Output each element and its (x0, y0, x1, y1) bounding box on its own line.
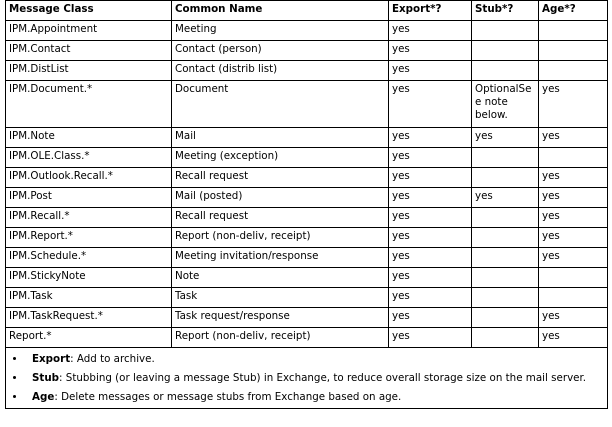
cell-export: yes (389, 41, 472, 61)
cell-common-name: Meeting invitation/response (172, 248, 389, 268)
header-stub: Stub*? (472, 1, 539, 21)
notes-list (9, 352, 604, 404)
cell-age (539, 61, 608, 81)
note-term: Age (32, 391, 55, 403)
cell-message-class: IPM.Contact (6, 41, 172, 61)
table-row (6, 288, 608, 308)
cell-stub (472, 21, 539, 41)
cell-age (539, 41, 608, 61)
table-row (6, 81, 608, 128)
cell-stub (472, 308, 539, 328)
cell-common-name: Task (172, 288, 389, 308)
cell-export: yes (389, 328, 472, 348)
table-row (6, 128, 608, 148)
cell-age (539, 148, 608, 168)
cell-export: yes (389, 308, 472, 328)
cell-export: yes (389, 81, 472, 128)
cell-message-class: IPM.Post (6, 188, 172, 208)
table-row (6, 21, 608, 41)
cell-common-name: Recall request (172, 168, 389, 188)
cell-message-class: IPM.Appointment (6, 21, 172, 41)
cell-common-name: Report (non-deliv, receipt) (172, 328, 389, 348)
cell-age: yes (539, 248, 608, 268)
cell-age: yes (539, 188, 608, 208)
cell-stub (472, 41, 539, 61)
cell-message-class: IPM.DistList (6, 61, 172, 81)
cell-age: yes (539, 81, 608, 128)
cell-export: yes (389, 148, 472, 168)
cell-export: yes (389, 168, 472, 188)
cell-stub (472, 61, 539, 81)
note-item (26, 371, 604, 385)
cell-common-name: Mail (posted) (172, 188, 389, 208)
message-class-table (5, 0, 608, 409)
cell-message-class: IPM.TaskRequest.* (6, 308, 172, 328)
table-row (6, 148, 608, 168)
cell-age: yes (539, 128, 608, 148)
cell-common-name: Contact (person) (172, 41, 389, 61)
cell-message-class: IPM.OLE.Class.* (6, 148, 172, 168)
cell-message-class: IPM.Recall.* (6, 208, 172, 228)
cell-age: yes (539, 228, 608, 248)
message-class-document (5, 0, 607, 409)
note-text: : Add to archive. (70, 353, 155, 365)
note-item (26, 390, 604, 404)
cell-age (539, 288, 608, 308)
cell-common-name: Meeting (172, 21, 389, 41)
table-row (6, 41, 608, 61)
note-text: : Stubbing (or leaving a message Stub) in Exchange, to reduce overall storage size on the mail server. (59, 372, 587, 384)
table-row (6, 308, 608, 328)
cell-stub (472, 268, 539, 288)
table-row (6, 61, 608, 81)
cell-export: yes (389, 248, 472, 268)
cell-message-class: IPM.StickyNote (6, 268, 172, 288)
cell-export: yes (389, 288, 472, 308)
cell-export: yes (389, 188, 472, 208)
cell-message-class: IPM.Note (6, 128, 172, 148)
table-row (6, 228, 608, 248)
cell-age: yes (539, 168, 608, 188)
table-row (6, 268, 608, 288)
cell-message-class: IPM.Document.* (6, 81, 172, 128)
cell-stub: OptionalSe e note below. (472, 81, 539, 128)
cell-stub (472, 168, 539, 188)
cell-export: yes (389, 21, 472, 41)
cell-stub (472, 148, 539, 168)
header-message-class: Message Class (6, 1, 172, 21)
cell-age: yes (539, 328, 608, 348)
notes-cell (6, 348, 608, 409)
cell-export: yes (389, 61, 472, 81)
cell-age (539, 268, 608, 288)
cell-export: yes (389, 228, 472, 248)
cell-message-class: IPM.Outlook.Recall.* (6, 168, 172, 188)
cell-export: yes (389, 128, 472, 148)
notes-row (6, 348, 608, 409)
cell-age: yes (539, 308, 608, 328)
cell-common-name: Report (non-deliv, receipt) (172, 228, 389, 248)
cell-message-class: IPM.Schedule.* (6, 248, 172, 268)
cell-stub (472, 288, 539, 308)
note-text: : Delete messages or message stubs from Exchange based on age. (54, 391, 402, 403)
note-item (26, 352, 604, 366)
note-term: Export (32, 353, 71, 365)
header-age: Age*? (539, 1, 608, 21)
header-export: Export*? (389, 1, 472, 21)
table-row (6, 188, 608, 208)
cell-common-name: Note (172, 268, 389, 288)
cell-common-name: Document (172, 81, 389, 128)
table-header-row (6, 1, 608, 21)
cell-message-class: Report.* (6, 328, 172, 348)
cell-common-name: Contact (distrib list) (172, 61, 389, 81)
header-common-name: Common Name (172, 1, 389, 21)
cell-message-class: IPM.Task (6, 288, 172, 308)
table-row (6, 168, 608, 188)
cell-export: yes (389, 268, 472, 288)
cell-stub (472, 228, 539, 248)
cell-message-class: IPM.Report.* (6, 228, 172, 248)
cell-common-name: Recall request (172, 208, 389, 228)
cell-stub: yes (472, 188, 539, 208)
cell-export: yes (389, 208, 472, 228)
cell-common-name: Meeting (exception) (172, 148, 389, 168)
table-row (6, 248, 608, 268)
cell-stub (472, 208, 539, 228)
table-row (6, 328, 608, 348)
cell-age (539, 21, 608, 41)
table-body (6, 21, 608, 348)
cell-common-name: Mail (172, 128, 389, 148)
cell-stub: yes (472, 128, 539, 148)
cell-age: yes (539, 208, 608, 228)
cell-common-name: Task request/response (172, 308, 389, 328)
cell-stub (472, 248, 539, 268)
note-term: Stub (32, 372, 60, 384)
table-row (6, 208, 608, 228)
cell-stub (472, 328, 539, 348)
